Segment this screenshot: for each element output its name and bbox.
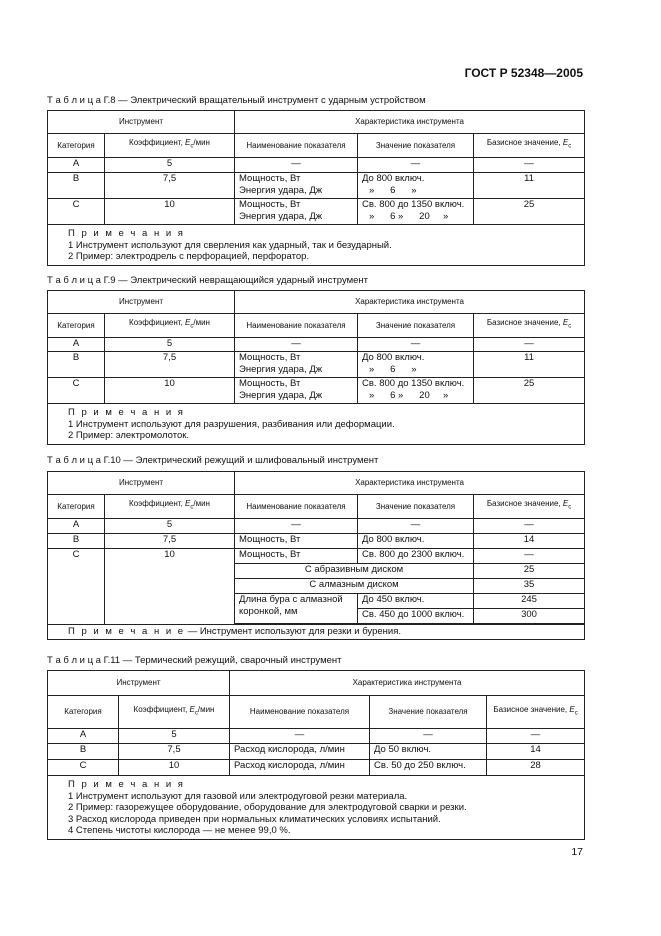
table-g8-caption: Т а б л и ц а Г.8 — Электрический вращательный инструмент с ударным устройством bbox=[47, 95, 426, 106]
table-g9 bbox=[47, 290, 585, 445]
table-row: B 7,5 Мощность, Вт До 800 включ. 14 bbox=[48, 534, 585, 549]
header-instrument: Инструмент bbox=[48, 111, 235, 134]
page-number: 17 bbox=[571, 846, 583, 858]
header-category: Категория bbox=[48, 495, 105, 519]
table-row: B 7,5 Расход кислорода, л/мин До 50 включ. 14 bbox=[48, 744, 585, 760]
table-row: A 5 — — — bbox=[48, 519, 585, 534]
header-characteristics: Характеристика инструмента bbox=[235, 291, 585, 314]
table-row: A 5 — — — bbox=[48, 729, 585, 744]
header-indicator-value: Значение показателя bbox=[358, 495, 474, 519]
header-coefficient: Коэффициент, $E_c$/мин bbox=[105, 495, 235, 519]
table-notes: П р и м е ч а н и я 1 Инструмент используют для разрушения, разбивания или деформации. 2 Пример: электромолоток. bbox=[48, 404, 585, 445]
table-g11-caption: Т а б л и ц а Г.11 — Термический режущий, сварочный инструмент bbox=[47, 655, 342, 666]
header-indicator-name: Наименование показателя bbox=[230, 696, 370, 729]
header-instrument: Инструмент bbox=[48, 671, 230, 696]
header-base-value: Базисное значение, $E_c$ bbox=[474, 134, 585, 158]
header-category: Категория bbox=[48, 134, 105, 158]
header-indicator-name: Наименование показателя bbox=[235, 134, 358, 158]
table-row: A 5 — — — bbox=[48, 338, 585, 352]
header-base-value: Базисное значение, $E_c$ bbox=[474, 314, 585, 338]
table-row: B 7,5 Мощность, Вт Энергия удара, Дж До 800 включ. » 6 » 11 bbox=[48, 352, 585, 378]
table-note: П р и м е ч а н и е — Инструмент используют для резки и бурения. bbox=[48, 625, 585, 640]
table-row: С алмазным диском 35 bbox=[48, 579, 585, 594]
header-indicator-value: Значение показателя bbox=[358, 314, 474, 338]
table-g11 bbox=[47, 670, 585, 840]
table-row: С абразивным диском 25 bbox=[48, 564, 585, 579]
header-coefficient: Коэффициент, $E_c$/мин bbox=[105, 314, 235, 338]
header-indicator-value: Значение показателя bbox=[358, 134, 474, 158]
header-base-value: Базисное значение, $E_c$ bbox=[487, 696, 585, 729]
table-row: Св. 450 до 1000 включ. 300 bbox=[48, 609, 585, 624]
header-indicator-name: Наименование показателя bbox=[235, 314, 358, 338]
header-characteristics: Характеристика инструмента bbox=[230, 671, 585, 696]
table-row: B 7,5 Мощность, Вт Энергия удара, Дж До 800 включ. » 6 » 11 bbox=[48, 173, 585, 199]
header-coefficient: Коэффициент, $E_c$/мин bbox=[105, 134, 235, 158]
table-row: C 10 Мощность, Вт Энергия удара, Дж Св. 800 до 1350 включ. » 6 » 20 » 25 bbox=[48, 378, 585, 404]
table-g10 bbox=[47, 471, 585, 640]
table-row: Длина бура с алмазной коронкой, мм До 450 включ. 245 bbox=[48, 594, 585, 609]
table-g9-caption: Т а б л и ц а Г.9 — Электрический невращающийся ударный инструмент bbox=[47, 275, 368, 286]
table-notes: П р и м е ч а н и я 1 Инструмент используют для газовой или электродуговой резки материала. 2 Пример: газорежущее оборудование, оборудование для электродуговой сварки и резки. 3 Расход кислорода приведен при нормальных климатических условиях испытаний. 4 Степень чистоты кислорода — не менее 99,0 %. bbox=[48, 776, 585, 840]
document-header: ГОСТ Р 52348—2005 bbox=[464, 66, 583, 80]
table-row: C 10 Мощность, Вт Энергия удара, Дж Св. 800 до 1350 включ. » 6 » 20 » 25 bbox=[48, 199, 585, 225]
header-indicator-value: Значение показателя bbox=[370, 696, 487, 729]
table-g10-caption: Т а б л и ц а Г.10 — Электрический режущий и шлифовальный инструмент bbox=[47, 455, 379, 466]
header-instrument: Инструмент bbox=[48, 472, 235, 495]
table-row: C 10 Мощность, Вт Св. 800 до 2300 включ. — bbox=[48, 549, 585, 564]
table-g8 bbox=[47, 110, 585, 266]
table-row: C 10 Расход кислорода, л/мин Св. 50 до 250 включ. 28 bbox=[48, 760, 585, 776]
header-category: Категория bbox=[48, 314, 105, 338]
header-coefficient: Коэффициент, $E_c$/мин bbox=[119, 696, 230, 729]
table-row: A 5 — — — bbox=[48, 158, 585, 173]
header-instrument: Инструмент bbox=[48, 291, 235, 314]
header-characteristics: Характеристика инструмента bbox=[235, 111, 585, 134]
header-base-value: Базисное значение, $E_c$ bbox=[474, 495, 585, 519]
table-notes: П р и м е ч а н и я 1 Инструмент используют для сверления как ударный, так и безударный. 2 Пример: электродрель с перфорацией, перфоратор. bbox=[48, 225, 585, 266]
header-indicator-name: Наименование показателя bbox=[235, 495, 358, 519]
header-category: Категория bbox=[48, 696, 119, 729]
header-characteristics: Характеристика инструмента bbox=[235, 472, 585, 495]
